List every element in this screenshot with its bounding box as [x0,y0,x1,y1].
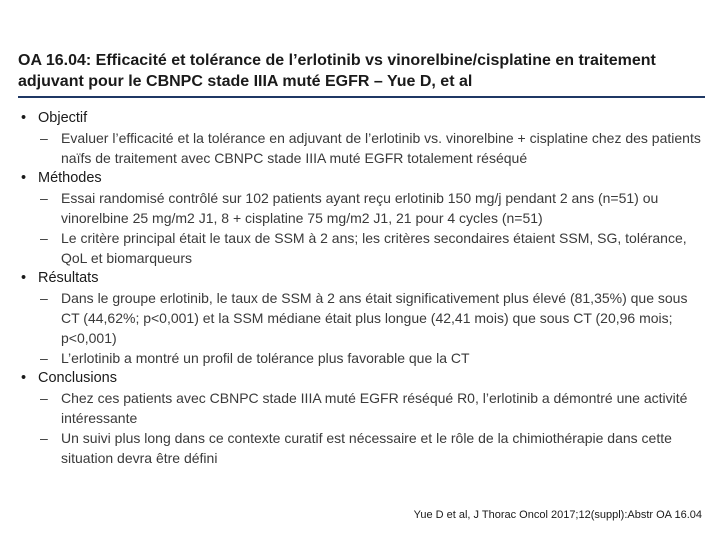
list-item-text: Essai randomisé contrôlé sur 102 patients ayant reçu erlotinib 150 mg/j pendant 2 ans (n=51) ou vinorelbine 25 mg/m2 J1, 8 + cisplatine 75 mg/m2 J1, 21 pour 4 cycles (n=51) [61,190,659,226]
list-item-text: Le critère principal était le taux de SSM à 2 ans; les critères secondaires étaient SSM, SG, tolérance, QoL et biomarqueurs [61,230,687,266]
list-item-text: Evaluer l’efficacité et la tolérance en adjuvant de l’erlotinib vs. vinorelbine + cisplatine chez des patients naïfs de traitement avec CBNPC stade IIIA muté EGFR totalement réséqué [61,130,701,166]
section-heading-label: Objectif [38,110,88,126]
section-heading-label: Résultats [38,270,99,286]
title-divider [18,96,705,98]
section-heading-label: Conclusions [38,370,117,386]
list-item-text: L’erlotinib a montré un profil de tolérance plus favorable que la CT [61,350,470,366]
list-item-text: Un suivi plus long dans ce contexte curatif est nécessaire et le rôle de la chimiothérapie dans cette situation devra être défini [61,430,672,466]
section-heading-objectif [18,108,708,128]
bullet-icon: • [21,270,27,286]
section-heading-methodes [18,168,708,188]
dash-icon: – [40,430,48,446]
list-item [18,288,708,348]
section-heading-label: Méthodes [38,170,102,186]
section-heading-resultats [18,268,708,288]
bullet-icon: • [21,370,27,386]
dash-icon: – [40,390,48,406]
dash-icon: – [40,290,48,306]
list-item [18,348,708,368]
dash-icon: – [40,130,48,146]
list-item-text: Chez ces patients avec CBNPC stade IIIA muté EGFR réséqué R0, l’erlotinib a démontré une activité intéressante [61,390,688,426]
list-item [18,128,708,168]
slide-body [18,108,708,468]
slide-title: OA 16.04: Efficacité et tolérance de l’erlotinib vs vinorelbine/cisplatine en traitement adjuvant pour le CBNPC stade IIIA muté EGFR – Yue D, et al [18,52,656,90]
list-item [18,188,708,228]
list-item-text: Dans le groupe erlotinib, le taux de SSM à 2 ans était significativement plus élevé (81,35%) que sous CT (44,62%; p<0,001) et la SSM médiane était plus longue (42,41 mois) que sous CT (20,96 mois; p<0,001) [61,290,688,346]
bullet-icon: • [21,170,27,186]
list-item [18,388,708,428]
section-heading-conclusions [18,368,708,388]
dash-icon: – [40,190,48,206]
bullet-icon: • [21,110,27,126]
list-item [18,428,708,468]
dash-icon: – [40,350,48,366]
citation-footer: Yue D et al, J Thorac Oncol 2017;12(suppl):Abstr OA 16.04 [413,509,702,521]
dash-icon: – [40,230,48,246]
list-item [18,228,708,268]
